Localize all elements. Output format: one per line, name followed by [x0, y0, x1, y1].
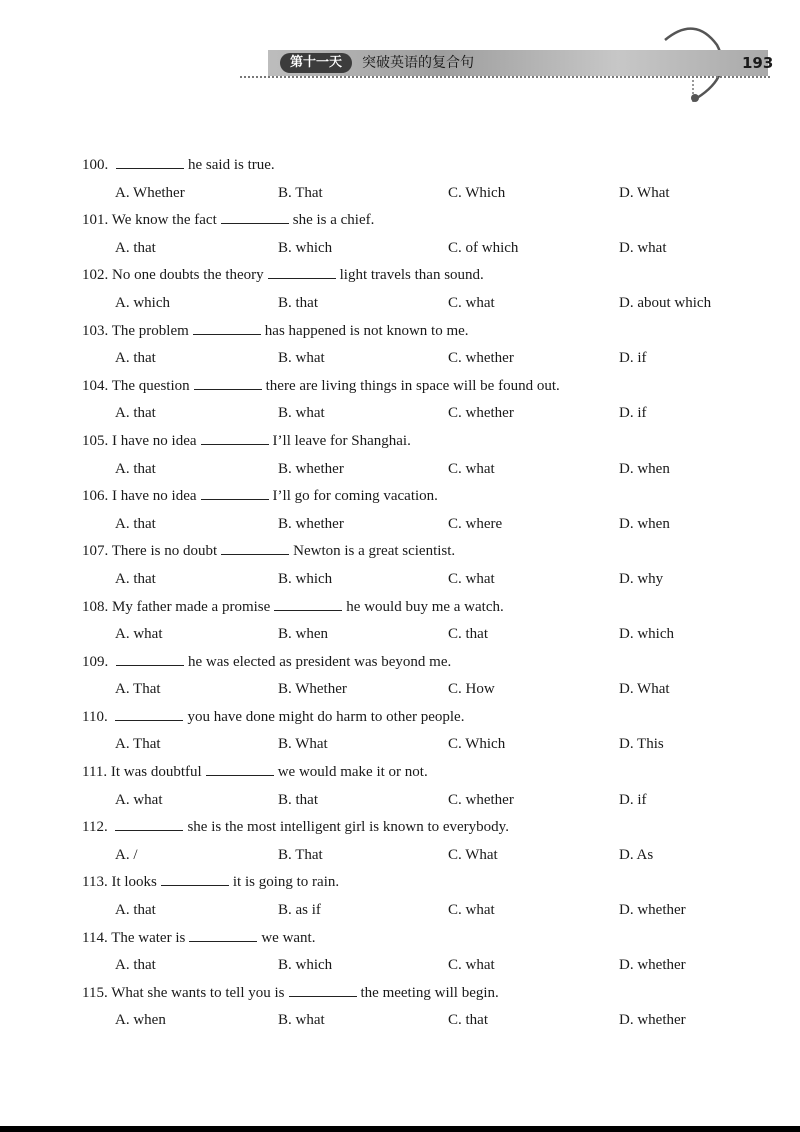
question-stem: [82, 925, 782, 953]
option-c: C. Which: [448, 184, 506, 201]
question-text-before-blank: What she wants to tell you is: [111, 984, 285, 1001]
answer-blank: [116, 650, 184, 666]
answer-blank: [221, 208, 289, 224]
question-text-after-blank: I’ll go for coming vacation.: [272, 488, 438, 505]
options-row: [82, 511, 782, 539]
question-number: 109.: [82, 653, 109, 670]
answer-blank: [289, 981, 357, 997]
answer-blank: [201, 484, 269, 500]
options-row: [82, 345, 782, 373]
option-c: C. whether: [448, 791, 514, 808]
option-b: B. which: [278, 570, 333, 587]
answer-blank: [189, 926, 257, 942]
question-stem: [82, 869, 782, 897]
option-d: D. if: [619, 791, 647, 808]
question-item: [82, 869, 782, 924]
option-a: A. that: [115, 957, 156, 974]
question-number: 112.: [82, 819, 108, 836]
option-c: C. How: [448, 681, 495, 698]
question-text-after-blank: has happened is not known to me.: [264, 322, 469, 339]
question-number: 104.: [82, 377, 109, 394]
option-d: D. What: [619, 184, 670, 201]
question-number: 115.: [82, 984, 108, 1001]
option-b: B. whether: [278, 460, 344, 477]
option-c: C. what: [448, 460, 495, 477]
option-b: B. What: [278, 736, 328, 753]
question-number: 108.: [82, 598, 109, 615]
option-b: B. that: [278, 294, 318, 311]
answer-blank: [161, 870, 229, 886]
option-d: D. if: [619, 350, 647, 367]
option-b: B. when: [278, 626, 328, 643]
question-stem: [82, 594, 782, 622]
options-row: [82, 621, 782, 649]
chapter-title: 突破英语的复合句: [362, 55, 474, 71]
question-stem: [82, 483, 782, 511]
question-stem: [82, 704, 782, 732]
question-text-before-blank: There is no doubt: [111, 543, 218, 560]
option-b: B. which: [278, 957, 333, 974]
options-row: [82, 290, 782, 318]
question-stem: [82, 649, 782, 677]
option-b: B. as if: [278, 902, 321, 919]
option-a: A. what: [115, 791, 163, 808]
question-stem: [82, 262, 782, 290]
question-text-after-blank: the meeting will begin.: [360, 984, 499, 1001]
question-number: 101.: [82, 212, 109, 229]
question-list: [82, 152, 782, 1035]
question-text-after-blank: it is going to rain.: [232, 874, 340, 891]
question-text-before-blank: It looks: [111, 874, 157, 891]
option-a: A. That: [115, 736, 161, 753]
question-number: 110.: [82, 708, 108, 725]
question-item: [82, 483, 782, 538]
question-stem: [82, 980, 782, 1008]
answer-blank: [206, 760, 274, 776]
options-row: [82, 897, 782, 925]
option-c: C. whether: [448, 405, 514, 422]
question-item: [82, 980, 782, 1035]
question-text-before-blank: I have no idea: [112, 432, 197, 449]
page-number: 193: [742, 54, 774, 72]
option-c: C. of which: [448, 239, 519, 256]
answer-blank: [193, 319, 261, 335]
question-item: [82, 704, 782, 759]
question-item: [82, 318, 782, 373]
question-text-after-blank: he said is true.: [188, 157, 275, 173]
question-item: [82, 207, 782, 262]
option-b: B. what: [278, 350, 325, 367]
option-d: D. whether: [619, 1012, 686, 1029]
question-text-before-blank: No one doubts the theory: [112, 267, 264, 284]
option-d: D. about which: [619, 294, 712, 311]
question-text-after-blank: she is the most intelligent girl is known to everybody.: [187, 819, 509, 836]
page-header: [0, 0, 800, 110]
question-item: [82, 925, 782, 980]
question-number: 111.: [82, 764, 108, 781]
answer-blank: [274, 595, 342, 611]
question-text-after-blank: she is a chief.: [292, 212, 375, 229]
option-b: B. That: [278, 846, 323, 863]
header-dotted-rule: [240, 76, 770, 78]
answer-blank: [221, 539, 289, 555]
bottom-edge: [0, 1126, 800, 1132]
chapter-badge: 第十一天: [280, 53, 352, 73]
answer-blank: [115, 705, 183, 721]
option-d: D. if: [619, 405, 647, 422]
question-stem: [82, 759, 782, 787]
question-number: 106.: [82, 488, 109, 505]
options-row: [82, 235, 782, 263]
option-d: D. when: [619, 460, 670, 477]
question-text-before-blank: I have no idea: [112, 488, 197, 505]
option-d: D. what: [619, 239, 667, 256]
option-c: C. What: [448, 846, 498, 863]
option-a: A. that: [115, 405, 156, 422]
option-a: A. That: [115, 681, 161, 698]
option-c: C. what: [448, 570, 495, 587]
question-item: [82, 538, 782, 593]
options-row: [82, 1007, 782, 1035]
option-d: D. when: [619, 515, 670, 532]
option-a: A. that: [115, 239, 156, 256]
option-b: B. Whether: [278, 681, 347, 698]
question-text-after-blank: he was elected as president was beyond me.: [188, 653, 452, 670]
option-c: C. whether: [448, 350, 514, 367]
question-number: 113.: [82, 874, 108, 891]
question-item: [82, 373, 782, 428]
question-stem: [82, 428, 782, 456]
question-item: [82, 152, 782, 207]
question-item: [82, 428, 782, 483]
question-stem: [82, 538, 782, 566]
question-text-after-blank: light travels than sound.: [339, 267, 484, 284]
option-b: B. what: [278, 405, 325, 422]
question-text-before-blank: It was doubtful: [110, 764, 202, 781]
question-item: [82, 759, 782, 814]
question-text-after-blank: you have done might do harm to other people.: [187, 708, 465, 725]
question-stem: [82, 814, 782, 842]
options-row: [82, 676, 782, 704]
option-a: A. what: [115, 626, 163, 643]
option-c: C. that: [448, 1012, 488, 1029]
question-text-after-blank: there are living things in space will be found out.: [265, 377, 560, 394]
options-row: [82, 400, 782, 428]
option-c: C. Which: [448, 736, 506, 753]
question-number: 114.: [82, 929, 108, 946]
option-b: B. what: [278, 1012, 325, 1029]
question-stem: [82, 373, 782, 401]
option-b: B. That: [278, 184, 323, 201]
question-text-after-blank: he would buy me a watch.: [346, 598, 504, 615]
question-text-before-blank: The question: [111, 377, 190, 394]
question-item: [82, 814, 782, 869]
question-stem: [82, 152, 782, 180]
option-c: C. what: [448, 957, 495, 974]
question-text-before-blank: My father made a promise: [112, 598, 271, 615]
option-a: A. /: [115, 846, 138, 863]
option-d: D. This: [619, 736, 664, 753]
option-d: D. What: [619, 681, 670, 698]
answer-blank: [116, 153, 184, 169]
options-row: [82, 180, 782, 208]
question-text-after-blank: I’ll leave for Shanghai.: [272, 432, 411, 449]
option-a: A. Whether: [115, 184, 185, 201]
option-a: A. which: [115, 294, 170, 311]
options-row: [82, 456, 782, 484]
option-a: A. when: [115, 1012, 166, 1029]
options-row: [82, 842, 782, 870]
option-d: D. As: [619, 846, 654, 863]
option-d: D. which: [619, 626, 674, 643]
question-item: [82, 594, 782, 649]
question-stem: [82, 318, 782, 346]
answer-blank: [115, 815, 183, 831]
option-a: A. that: [115, 350, 156, 367]
question-number: 102.: [82, 267, 109, 284]
question-text-before-blank: The water is: [111, 929, 186, 946]
question-text-before-blank: The problem: [111, 322, 189, 339]
answer-blank: [268, 263, 336, 279]
options-row: [82, 787, 782, 815]
option-c: C. where: [448, 515, 503, 532]
options-row: [82, 731, 782, 759]
question-number: 105.: [82, 432, 109, 449]
question-item: [82, 649, 782, 704]
option-a: A. that: [115, 460, 156, 477]
options-row: [82, 952, 782, 980]
options-row: [82, 566, 782, 594]
option-d: D. whether: [619, 957, 686, 974]
option-a: A. that: [115, 515, 156, 532]
question-number: 100.: [82, 157, 109, 173]
option-d: D. whether: [619, 902, 686, 919]
answer-blank: [194, 374, 262, 390]
option-c: C. that: [448, 626, 488, 643]
option-d: D. why: [619, 570, 664, 587]
option-b: B. that: [278, 791, 318, 808]
question-text-after-blank: Newton is a great scientist.: [293, 543, 456, 560]
question-text-after-blank: we would make it or not.: [277, 764, 428, 781]
option-a: A. that: [115, 570, 156, 587]
option-c: C. what: [448, 902, 495, 919]
question-number: 107.: [82, 543, 109, 560]
question-text-after-blank: we want.: [261, 929, 316, 946]
question-number: 103.: [82, 322, 109, 339]
option-b: B. whether: [278, 515, 344, 532]
question-item: [82, 262, 782, 317]
option-a: A. that: [115, 902, 156, 919]
question-stem: [82, 207, 782, 235]
option-c: C. what: [448, 294, 495, 311]
option-b: B. which: [278, 239, 333, 256]
question-text-before-blank: We know the fact: [111, 212, 217, 229]
answer-blank: [201, 429, 269, 445]
